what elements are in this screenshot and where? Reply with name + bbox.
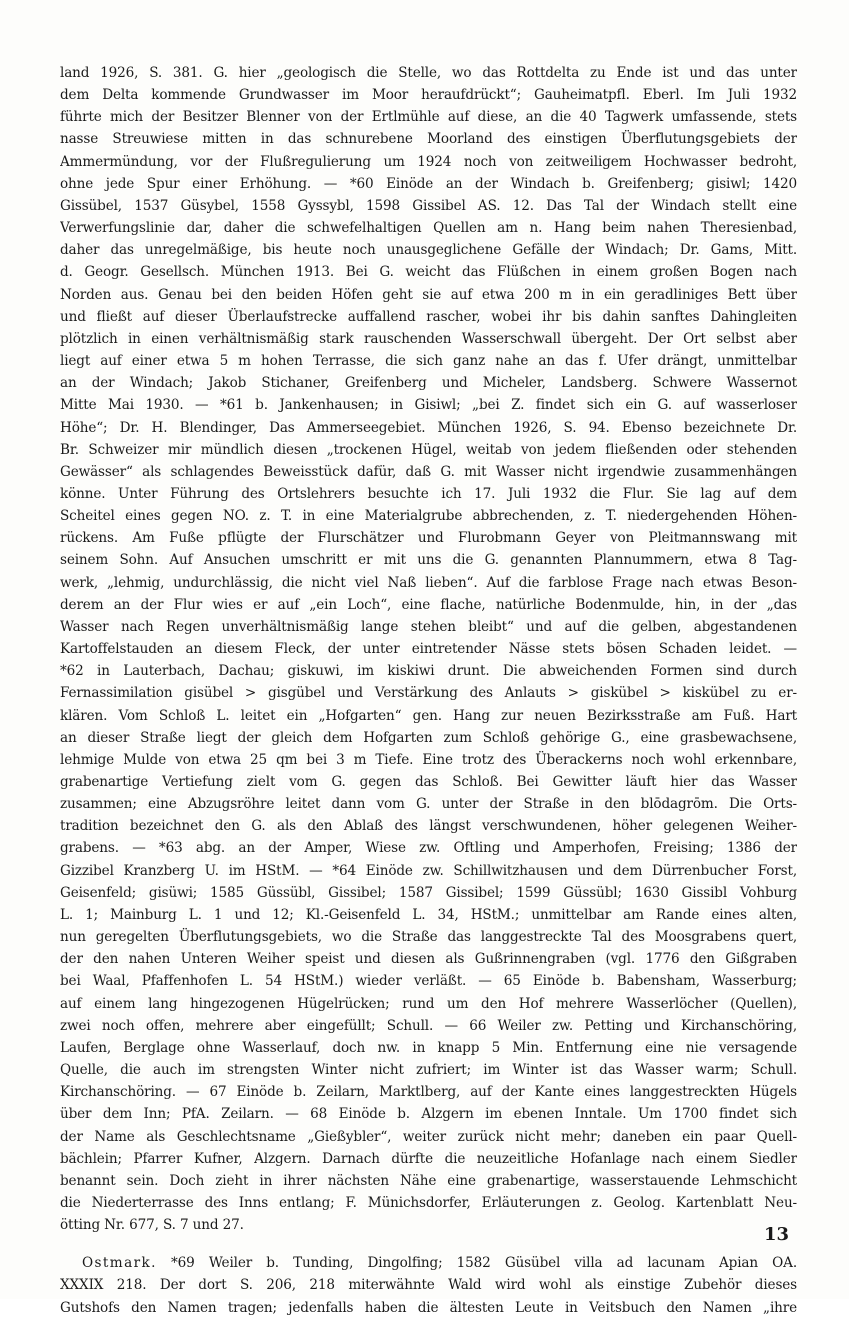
text-line: Br. Schweizer mir mündlich diesen „trockenen Hügel, weitab von jedem fließenden oder stehenden [60, 441, 797, 458]
section-heading: Ostmark. [82, 1255, 157, 1272]
text-line: Norden aus. Genau bei den beiden Höfen geht sie auf etwa 200 m in ein geradliniges Bett über [60, 286, 797, 303]
text-line: Mitte Mai 1930. — *61 b. Jankenhausen; in Gisiwl; „bei Z. findet sich ein G. auf wasserloser [60, 397, 797, 414]
text-line: Wasser nach Regen unverhältnismäßig lange stehen bleibt“ und auf die gelben, abgestandenen [60, 618, 797, 635]
text-line: Gizzibel Kranzberg U. im HStM. — *64 Einöde zw. Schillwitzhausen und dem Dürrenbucher Forst, [60, 862, 797, 879]
text-line: nasse Streuwiese mitten in das schnurebene Moorland des einstigen Überflutungsgebiets der [60, 131, 797, 148]
text-line: dem Delta kommende Grundwasser im Moor heraufdrückt“; Gauheimatpfl. Eberl. Im Juli 1932 [60, 87, 797, 104]
text-line: nun geregelten Überflutungsgebiets, wo die Straße das langgestreckte Tal des Moosgrabens quert, [60, 929, 797, 946]
text-line: und fließt auf dieser Überlaufstrecke auffallend rascher, wobei ihr bis dahin sanftes Dahingleiten [60, 308, 797, 325]
text-line: derem an der Flur wies er auf „ein Loch“, eine flache, natürliche Bodenmulde, hin, in der „das [60, 596, 797, 613]
section-line-text: *69 Weiler b. Tunding, Dingolfing; 1582 Güsübel villa ad lacunam Apian OA. [171, 1255, 797, 1272]
text-line: Kirchanschöring. — 67 Einöde b. Zeilarn, Marktlberg, auf der Kante eines langgestreckten Hügels [60, 1084, 797, 1101]
text-line: Quelle, die auch im strengsten Winter nicht zufriert; im Winter ist das Wasser warm; Schull. [60, 1062, 797, 1079]
text-line: tradition bezeichnet den G. als den Ablaß des längst verschwundenen, höher gelegenen Weiher- [60, 818, 797, 835]
text-line: werk, „lehmig, undurchlässig, die nicht viel Naß lieben“. Auf die farblose Frage nach etwas Beson- [60, 574, 797, 591]
text-line: Laufen, Berglage ohne Wasserlauf, doch nw. in knapp 5 Min. Entfernung eine nie versagende [60, 1039, 797, 1056]
text-line: XXXIX 218. Der dort S. 206, 218 miterwähnte Wald wird wohl als einstige Zubehör dieses [60, 1277, 797, 1294]
text-line: könne. Unter Führung des Ortslehrers besuchte ich 17. Juli 1932 die Flur. Sie lag auf dem [60, 485, 797, 502]
text-line: d. Geogr. Gesellsch. München 1913. Bei G. weicht das Flüßchen in einem großen Bogen nach [60, 264, 797, 281]
text-line: bächlein; Pfarrer Kufner, Alzgern. Darnach dürfte die neuzeitliche Hofanlage nach einem Siedler [60, 1150, 797, 1167]
text-line: der den nahen Unteren Weiher speist und diesen als Gußrinnengraben (vgl. 1776 den Gißgraben [60, 951, 797, 968]
text-line: klären. Vom Schloß L. leitet ein „Hofgarten“ gen. Hang zur neuen Bezirksstraße am Fuß. Hart [60, 707, 797, 724]
text-line: an dieser Straße liegt der gleich dem Hofgarten zum Schloß gehörige G., eine grasbewachsene, [60, 729, 797, 746]
text-line: grabens. — *63 abg. an der Amper, Wiese zw. Oftling und Amperhofen, Freising; 1386 der [60, 840, 797, 857]
text-line: daher das unregelmäßige, bis heute noch unausgeglichene Gefälle der Windach; Dr. Gams, Mitt. [60, 242, 797, 259]
text-line: bei Waal, Pfaffenhofen L. 54 HStM.) wieder verläßt. — 65 Einöde b. Babensham, Wasserburg; [60, 973, 797, 990]
body-text [60, 62, 797, 1319]
text-line: Gewässer“ als schlagendes Beweisstück dafür, daß G. mit Wasser nicht irgendwie zusammenhängen [60, 463, 797, 480]
page-number: 13 [763, 1224, 789, 1245]
text-line: *62 in Lauterbach, Dachau; giskuwi, im kiskiwi drunt. Die abweichenden Formen sind durch [60, 663, 797, 680]
text-line: auf einem lang hingezogenen Hügelrücken; rund um den Hof mehrere Wasserlöcher (Quellen), [60, 995, 797, 1012]
text-line: ötting Nr. 677, S. 7 und 27. [60, 1217, 244, 1234]
text-line: die Niederterrasse des Inns entlang; F. Münichsdorfer, Erläuterungen z. Geolog. Kartenblatt Neu- [60, 1194, 797, 1211]
text-line: über dem Inn; PfA. Zeilarn. — 68 Einöde b. Alzgern im ebenen Inntale. Um 1700 findet sich [60, 1106, 797, 1123]
text-line: land 1926, S. 381. G. hier „geologisch die Stelle, wo das Rottdelta zu Ende ist und das unter [60, 65, 797, 81]
text-line: zusammen; eine Abzugsröhre leitet dann vom G. unter der Straße in den blōdagrōm. Die Orts- [60, 796, 797, 813]
text-line: führte mich der Besitzer Blenner von der Ertlmühle auf diese, an die 40 Tagwerk umfassende, stets [60, 109, 797, 126]
text-line: Kartoffelstauden an diesem Fleck, der unter eintretender Nässe stets bösen Schaden leidet. — [60, 641, 797, 658]
text-line: zwei noch offen, mehrere aber eingefüllt; Schull. — 66 Weiler zw. Petting und Kirchanschöring, [60, 1017, 797, 1034]
text-line: lehmige Mulde von etwa 25 qm bei 3 m Tiefe. Eine trotz des Überackerns noch wohl erkennbare, [60, 751, 797, 768]
text-line: grabenartige Vertiefung zielt vom G. gegen das Schloß. Bei Gewitter läuft hier das Wasser [60, 774, 797, 790]
text-line: seinem Sohn. Auf Ansuchen umschritt er mit uns die G. genannten Plannummern, etwa 8 Tag- [60, 552, 797, 569]
text-line: Scheitel eines gegen NO. z. T. in eine Materialgrube abbrechenden, z. T. niedergehenden Höhen- [60, 508, 797, 525]
text-line: liegt auf einer etwa 5 m hohen Terrasse, die sich ganz nahe an das f. Ufer drängt, unmittelbar [60, 353, 797, 370]
text-line: Gissübel, 1537 Güsybel, 1558 Gyssybl, 1598 Gissibel AS. 12. Das Tal der Windach stellt eine [60, 197, 797, 214]
text-line: an der Windach; Jakob Stichaner, Greifenberg und Micheler, Landsberg. Schwere Wassernot [60, 375, 797, 392]
text-line: ohne jede Spur einer Erhöhung. — *60 Einöde an der Windach b. Greifenberg; gisiwl; 1420 [60, 175, 797, 192]
text-line: benannt sein. Doch zieht in ihrer nächsten Nähe eine grabenartige, wasserstauende Lehmschicht [60, 1172, 797, 1189]
text-line: Ammermündung, vor der Flußregulierung um 1924 noch von zeitweiligem Hochwasser bedroht, [60, 153, 797, 170]
text-line: Höhe“; Dr. H. Blendinger, Das Ammerseegebiet. München 1926, S. 94. Ebenso bezeichnete Dr. [60, 419, 797, 436]
text-line: L. 1; Mainburg L. 1 und 12; Kl.-Geisenfeld L. 34, HStM.; unmittelbar am Rande eines alten, [60, 906, 797, 923]
text-line: Gutshofs den Namen tragen; jedenfalls haben die ältesten Leute in Veitsbuch den Namen „ihre [60, 1299, 797, 1316]
text-line: plötzlich in einen verhältnismäßig stark rauschenden Wasserschwall übergeht. Der Ort selbst aber [60, 330, 797, 347]
text-line: Fernassimilation gisübel > gisgübel und Verstärkung des Anlauts > giskübel > kiskübel zu er- [60, 685, 797, 702]
text-line: rückens. Am Fuße pflügte der Flurschätzer und Flurobmann Geyer von Pleitmannswang mit [60, 530, 797, 547]
text-line: Geisenfeld; gisüwi; 1585 Güssübl, Gissibel; 1587 Gissibel; 1599 Güssübl; 1630 Gissibl Vohburg [60, 884, 797, 901]
text-line: der Name als Geschlechtsname „Gießybler“, weiter zurück nicht mehr; daneben ein paar Quell- [60, 1128, 797, 1145]
text-line: Verwerfungslinie dar, daher die schwefelhaltigen Quellen am n. Hang beim nahen Theresienbad, [60, 220, 797, 237]
section-first-line [60, 1252, 797, 1274]
paragraph-gap [60, 1236, 797, 1252]
